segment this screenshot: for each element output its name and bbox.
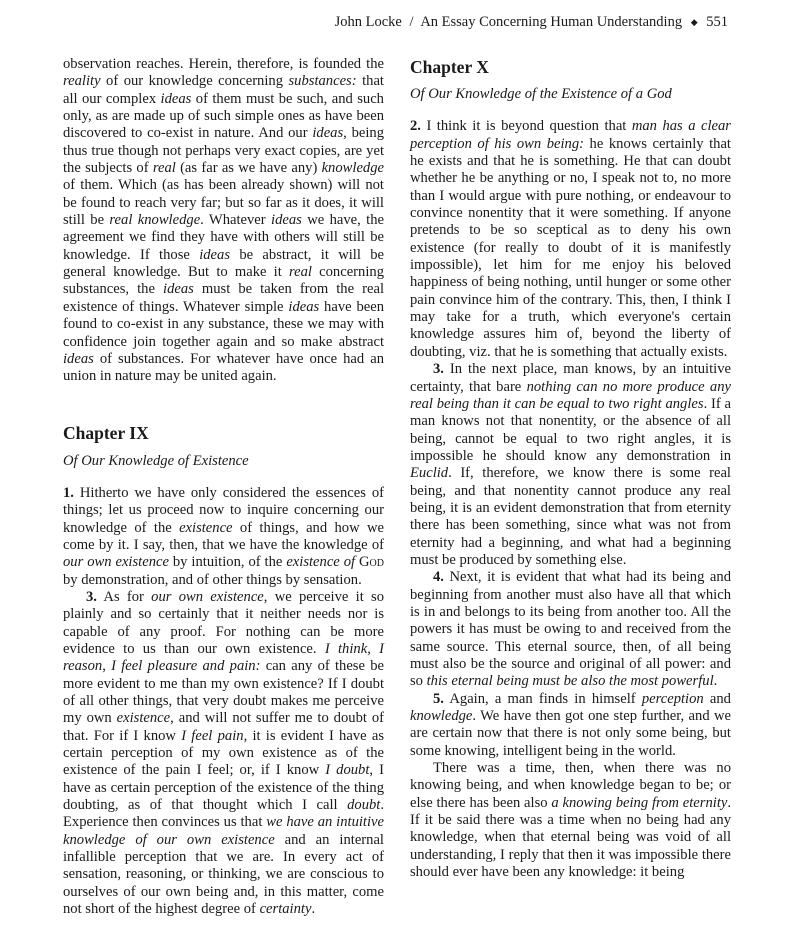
continuation-paragraph: observation reaches. Herein, therefore, is founded the reality of our knowledge concerning substances: that all our complex ideas of them must be such, and such only, as are made up of such simple ones as have been discovered to co-exist in nature. And our ideas, being thus true though not perhaps very exact copies, are yet the subjects of real (as far as we have any) knowledge of them. Which (as has been already shown) will not be found to reach very far; but so far as it does, it will still be real knowledge. Whatever ideas we have, the agreement we find they have with others will still be knowledge. If those ideas be abstract, it will be general knowledge. But to make it real concerning substances, the ideas must be taken from the real existence of things. Whatever simple ideas have been found to co-exist in any substance, these we may with confidence join together again and so make abstract ideas of substances. For whatever have once had an union in nature may be united again. (63, 56, 384, 385)
page-number: 551 (706, 14, 728, 30)
left-column (63, 56, 384, 918)
header-author: John Locke (334, 14, 402, 30)
header-work-title: An Essay Concerning Human Understanding (420, 14, 683, 30)
chapter-title: Chapter X (410, 57, 489, 77)
paragraph: There was a time, then, when there was no knowing being, and when knowledge began to be; or else there has been also a knowing being from eternity. If it be said there was a time when no being had any knowledge, when that eternal being was void of all understanding, I reply that then it was impossible there should ever have been any knowledge: it being (410, 760, 732, 881)
paragraph: 4. Next, it is evident that what had its being and beginning from another must also have all that which is in and belongs to its being from another too. All the powers it has must be owing to and received from the same source. This eternal source, then, of all being must also be the source and original of all power: and so this eternal being must be also the most powerful. (410, 569, 731, 690)
chapter-subtitle: Of Our Knowledge of the Existence of a God (410, 86, 672, 102)
paragraph: 5. Again, a man finds in himself perception and knowledge. We have then got one step further, and we are certain now that there is not only some being, but some knowing, intelligent being in the world. (410, 690, 731, 759)
paragraph: 3. As for our own existence, we perceive it so plainly and so certainly that it neither needs nor is capable of any proof. For nothing can be more evidence to us than our own existence. I think, I reason, I feel pleasure and pain: can any of these be more evident to me than my own existence? If I doubt of all other things, that very doubt makes me perceive my own existence, and will not suffer me to doubt of that. For if I know I feel pain, it is evident I have as certain perception of my own existence as of the existence of the pain I feel; or, if I know I doubt, I have as certain perception of the existence of the thing doubting, as of that thought which I call doubt. Experience then convinces us that we have an intuitive knowledge of our own existence and an internal infallible perception that we are. In every act of sensation, reasoning, or thinking, we are conscious to ourselves of our own being and, in this matter, come not short of the highest degree of certainty. (63, 588, 385, 918)
header-separator: / (409, 14, 414, 30)
paragraph: 2. I think it is beyond question that man has a clear perception of his own being: he knows certainly that he exists and that he is something. He that can doubt whether he be anything or no, I speak not to, no more than I would argue with pure nothing, or endeavour to convince nonentity that it were something. If anyone pretends to be so sceptical as to deny his own existence (for really to doubt of it is manifestly impossible), let him for me enjoy his beloved happiness of being nothing, until hunger or some other pain convince him of the contrary. This, then, I think I may take for a truth, which everyone's certain knowledge assures him of, beyond the liberty of doubting, viz. that he is something that actually exists. (410, 118, 731, 360)
diamond-ornament-icon: ◆ (690, 17, 698, 27)
running-header (335, 14, 728, 31)
chapter-subtitle: Of Our Knowledge of Existence (63, 452, 249, 469)
paragraph: 3. In the next place, man knows, by an intuitive certainty, that bare nothing can no more produce any real being than it can be equal to two right angles. If a man knows not that nonentity, or the absence of all being, cannot be equal to two right angles, it is impossible he should know any demonstration in Euclid. If, therefore, we know there is some real being, and that nonentity cannot produce any real being, it is an evident demonstration that from eternity there has been something, since what was not from eternity had a beginning, and what had a beginning must be produced by something else. (410, 361, 731, 568)
right-column (410, 56, 731, 881)
chapter-title: Chapter IX (63, 422, 149, 443)
paragraph: 1. Hitherto we have only considered the essences of things; let us proceed now to inquire concerning our knowledge of the existence of things, and how we come by it. I say, then, that we have the knowledge of our own existence by intuition, of the existence of God by demonstration, and of other things by sensation. (63, 484, 384, 588)
